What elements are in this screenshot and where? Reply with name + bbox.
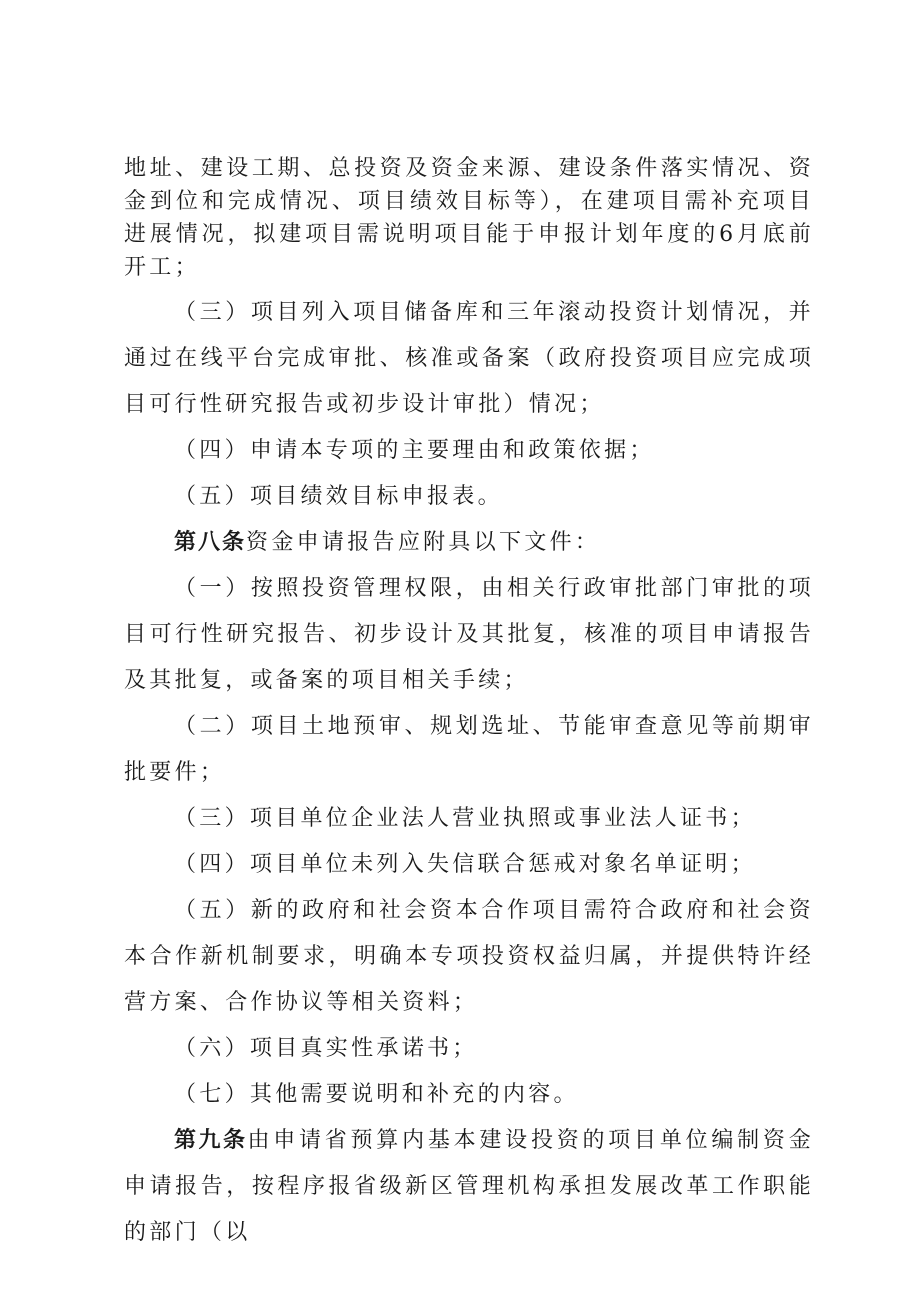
paragraph-item-three-reserve: （三）项目列入项目储备库和三年滚动投资计划情况，并通过在线平台完成审批、核准或备案（政府投资项目应完成项目可行性研究报告或初步设计审批）情况； bbox=[124, 300, 814, 417]
paragraph-attachment-four: （四）项目单位未列入失信联合惩戒对象名单证明； bbox=[174, 852, 756, 877]
paragraph-attachment-two: （二）项目土地预审、规划选址、节能审查意见等前期审批要件； bbox=[124, 714, 814, 785]
paragraph-article-nine bbox=[124, 1118, 814, 1256]
document-body bbox=[124, 152, 814, 1256]
paragraph-project-info: 地址、建设工期、总投资及资金来源、建设条件落实情况、资金到位和完成情况、项目绩效目标等），在建项目需补充项目进展情况，拟建项目需说明项目能于申报计划年度的6月底前开工； bbox=[124, 156, 814, 280]
paragraph-attachment-five: （五）新的政府和社会资本合作项目需符合政府和社会资本合作新机制要求，明确本专项投资权益归属，并提供特许经营方案、合作协议等相关资料； bbox=[124, 898, 814, 1015]
paragraph-item-four-reasons: （四）申请本专项的主要理由和政策依据； bbox=[174, 438, 655, 463]
paragraph-attachment-seven: （七）其他需要说明和补充的内容。 bbox=[174, 1082, 579, 1107]
paragraph-article-eight bbox=[124, 520, 814, 566]
paragraph-attachment-three: （三）项目单位企业法人营业执照或事业法人证书； bbox=[174, 806, 756, 831]
paragraph-attachment-one: （一）按照投资管理权限，由相关行政审批部门审批的项目可行性研究报告、初步设计及其批复，核准的项目申请报告及其批复，或备案的项目相关手续； bbox=[124, 576, 814, 693]
paragraph-item-five-performance: （五）项目绩效目标申报表。 bbox=[174, 484, 503, 509]
article-nine-number: 第九条 bbox=[174, 1128, 248, 1153]
article-nine-text: 由申请省预算内基本建设投资的项目单位编制资金申请报告，按程序报省级新区管理机构承担发展改革工作职能的部门（以 bbox=[124, 1128, 814, 1245]
article-eight-text: 资金申请报告应附具以下文件： bbox=[246, 530, 601, 555]
paragraph-attachment-six: （六）项目真实性承诺书； bbox=[174, 1036, 478, 1061]
article-eight-number: 第八条 bbox=[174, 530, 247, 555]
